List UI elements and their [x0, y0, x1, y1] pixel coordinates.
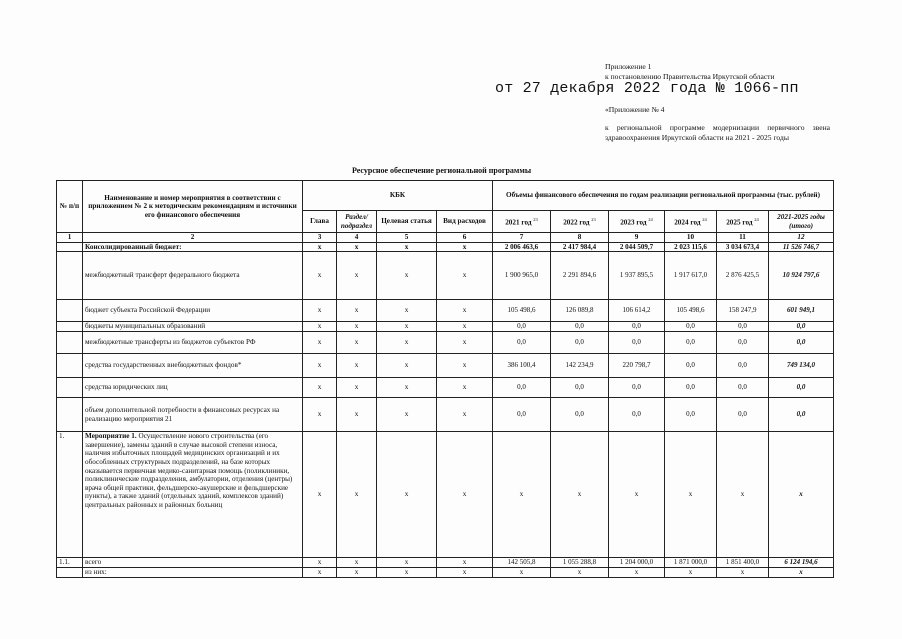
row-number-cell: [57, 354, 83, 378]
kbk-cell: х: [303, 322, 337, 332]
value-cell: 0,0: [493, 322, 551, 332]
kbk-cell: х: [377, 322, 437, 332]
kbk-cell: х: [337, 568, 377, 578]
value-cell: 0,0: [493, 398, 551, 432]
kbk-cell: х: [377, 568, 437, 578]
kbk-cell: х: [303, 378, 337, 398]
program-reference: к региональной программе модернизации первичного звена здравоохранения Иркутской области на 2021 - 2025 годы: [605, 123, 830, 142]
value-cell: 0,0: [609, 398, 665, 432]
column-number-cell: 4: [337, 233, 377, 243]
value-cell: 220 798,7: [609, 354, 665, 378]
total-cell: 11 526 746,7: [769, 242, 834, 252]
row-name-cell: всего: [83, 558, 303, 568]
value-cell: 2 023 115,6: [665, 242, 717, 252]
column-number-cell: 8: [551, 233, 609, 243]
kbk-cell: х: [337, 322, 377, 332]
row-name-cell: объем дополнительной потребности в финансовых ресурсах на реализацию мероприятия 21: [83, 398, 303, 432]
value-cell: 2 876 425,5: [717, 252, 769, 300]
kbk-cell: х: [437, 398, 493, 432]
kbk-cell: х: [377, 558, 437, 568]
target-header: Целевая статья: [377, 211, 437, 233]
column-number-cell: 7: [493, 233, 551, 243]
row-number-cell: [57, 378, 83, 398]
value-cell: 3 034 673,4: [717, 242, 769, 252]
table-row: [57, 242, 834, 252]
kbk-cell: х: [337, 398, 377, 432]
glava-header: Глава: [303, 211, 337, 233]
table-row: [57, 398, 834, 432]
appendix-to: к постановлению Правительства Иркутской области: [605, 72, 775, 81]
kbk-cell: х: [303, 398, 337, 432]
kbk-cell: х: [337, 332, 377, 354]
value-cell: 158 247,9: [717, 300, 769, 322]
column-number-cell: 6: [437, 233, 493, 243]
value-cell: 1 937 895,5: [609, 252, 665, 300]
kbk-cell: х: [377, 242, 437, 252]
column-number-cell: 10: [665, 233, 717, 243]
row-number-cell: [57, 300, 83, 322]
year-2025-header: 2025 год $^{24}$: [717, 211, 769, 233]
row-number-cell: [57, 322, 83, 332]
kbk-cell: х: [437, 378, 493, 398]
vid-header: Вид расходов: [437, 211, 493, 233]
value-cell: х: [551, 432, 609, 558]
value-cell: 0,0: [609, 378, 665, 398]
kbk-cell: х: [337, 242, 377, 252]
kbk-cell: х: [303, 354, 337, 378]
value-cell: 2 291 894,6: [551, 252, 609, 300]
kbk-cell: х: [377, 398, 437, 432]
total-cell: 0,0: [769, 378, 834, 398]
kbk-cell: х: [337, 432, 377, 558]
value-cell: 0,0: [665, 332, 717, 354]
value-cell: 0,0: [717, 398, 769, 432]
kbk-cell: х: [337, 354, 377, 378]
value-cell: 0,0: [609, 322, 665, 332]
kbk-cell: х: [303, 568, 337, 578]
total-cell: 0,0: [769, 332, 834, 354]
kbk-cell: х: [303, 432, 337, 558]
kbk-cell: х: [337, 378, 377, 398]
value-cell: х: [493, 432, 551, 558]
razdel-header: Раздел/ подраздел: [337, 211, 377, 233]
kbk-cell: х: [437, 242, 493, 252]
year-2022-header: 2022 год $^{23}$: [551, 211, 609, 233]
kbk-cell: х: [303, 300, 337, 322]
value-cell: 142 505,8: [493, 558, 551, 568]
row-number-cell: [57, 252, 83, 300]
kbk-cell: х: [377, 378, 437, 398]
column-number-cell: 12: [769, 233, 834, 243]
volumes-header: Объемы финансового обеспечения по годам реализации региональной программы (тыс. рублей): [493, 181, 834, 211]
value-cell: 0,0: [665, 322, 717, 332]
kbk-cell: х: [377, 354, 437, 378]
value-cell: 0,0: [551, 378, 609, 398]
total-header: 2021-2025 годы (итого): [769, 211, 834, 233]
value-cell: 0,0: [493, 378, 551, 398]
decree-stamp: от 27 декабря 2022 года № 1066-пп: [495, 80, 799, 97]
value-cell: 0,0: [717, 378, 769, 398]
kbk-cell: х: [437, 558, 493, 568]
value-cell: 105 498,6: [493, 300, 551, 322]
total-cell: 0,0: [769, 398, 834, 432]
total-cell: 6 124 194,6: [769, 558, 834, 568]
row-number-cell: [57, 242, 83, 252]
kbk-cell: х: [437, 568, 493, 578]
value-cell: 1 055 288,8: [551, 558, 609, 568]
kbk-cell: х: [303, 558, 337, 568]
value-cell: 1 900 965,0: [493, 252, 551, 300]
year-2021-header: 2021 год $^{23}$: [493, 211, 551, 233]
value-cell: 0,0: [665, 354, 717, 378]
value-cell: 2 417 984,4: [551, 242, 609, 252]
value-cell: 1 851 400,0: [717, 558, 769, 568]
value-cell: 142 234,9: [551, 354, 609, 378]
value-cell: 386 100,4: [493, 354, 551, 378]
kbk-cell: х: [337, 558, 377, 568]
year-2023-header: 2023 год $^{24}$: [609, 211, 665, 233]
row-name-cell: Консолидированный бюджет:: [83, 242, 303, 252]
row-name-cell: межбюджетные трансферты из бюджетов субъектов РФ: [83, 332, 303, 354]
table-row: [57, 378, 834, 398]
col-name-header: Наименование и номер мероприятия в соответствии с приложением № 2 к методическим рекомендациям и источники его финансового обеспечения: [83, 181, 303, 233]
row-name-cell: из них:: [83, 568, 303, 578]
value-cell: 0,0: [717, 354, 769, 378]
row-name-cell: Мероприятие 1. Осуществление нового строительства (его завершение), замены зданий в случае высокой степени износа, наличия избыточных площадей медицинских организаций и их обособленных структурных подразделений, на базе которых оказывается первичная медико-санитарная помощь (поликлиники, поликлинические подразделения, амбулатории, отделения (центры) врача общей практики, фельдшерско-акушерские и фельдшерские пункты), а также зданий (отдельных зданий, комплексов зданий) центральных районных и районных больниц: [83, 432, 303, 558]
value-cell: 126 089,8: [551, 300, 609, 322]
value-cell: х: [609, 568, 665, 578]
kbk-cell: х: [337, 252, 377, 300]
appendix-title: Приложение 1: [605, 62, 652, 71]
column-number-cell: 3: [303, 233, 337, 243]
kbk-cell: х: [303, 242, 337, 252]
row-number-cell: 1.: [57, 432, 83, 558]
table-row: [57, 332, 834, 354]
kbk-cell: х: [437, 354, 493, 378]
row-name-cell: бюджет субъекта Российской Федерации: [83, 300, 303, 322]
value-cell: х: [609, 432, 665, 558]
value-cell: 0,0: [551, 398, 609, 432]
row-number-cell: [57, 568, 83, 578]
kbk-cell: х: [377, 300, 437, 322]
table-row: [57, 432, 834, 558]
table-row: [57, 322, 834, 332]
table-row: [57, 558, 834, 568]
kbk-cell: х: [377, 252, 437, 300]
column-number-cell: 2: [83, 233, 303, 243]
resource-table: [56, 180, 834, 578]
year-2024-header: 2024 год $^{24}$: [665, 211, 717, 233]
value-cell: 0,0: [493, 332, 551, 354]
value-cell: 106 614,2: [609, 300, 665, 322]
kbk-cell: х: [437, 300, 493, 322]
value-cell: 1 871 000,0: [665, 558, 717, 568]
total-cell: 601 949,1: [769, 300, 834, 322]
value-cell: 0,0: [665, 378, 717, 398]
column-number-cell: 1: [57, 233, 83, 243]
kbk-cell: х: [377, 332, 437, 354]
value-cell: 2 006 463,6: [493, 242, 551, 252]
value-cell: 1 204 000,0: [609, 558, 665, 568]
value-cell: 0,0: [665, 398, 717, 432]
column-number-cell: 11: [717, 233, 769, 243]
value-cell: 1 917 617,0: [665, 252, 717, 300]
table-row: [57, 568, 834, 578]
row-name-cell: межбюджетный трансферт федерального бюджета: [83, 252, 303, 300]
total-cell: 0,0: [769, 322, 834, 332]
row-number-cell: [57, 398, 83, 432]
kbk-cell: х: [303, 252, 337, 300]
kbk-cell: х: [337, 300, 377, 322]
value-cell: 0,0: [551, 322, 609, 332]
value-cell: х: [551, 568, 609, 578]
row-number-cell: 1.1.: [57, 558, 83, 568]
value-cell: 0,0: [717, 322, 769, 332]
kbk-cell: х: [437, 322, 493, 332]
table-title: Ресурсное обеспечение региональной программы: [352, 166, 532, 175]
kbk-cell: х: [437, 432, 493, 558]
total-cell: х: [769, 432, 834, 558]
column-number-cell: 5: [377, 233, 437, 243]
kbk-cell: х: [303, 332, 337, 354]
value-cell: х: [665, 568, 717, 578]
kbk-cell: х: [437, 252, 493, 300]
row-number-cell: [57, 332, 83, 354]
total-cell: х: [769, 568, 834, 578]
value-cell: 0,0: [609, 332, 665, 354]
value-cell: 0,0: [551, 332, 609, 354]
table-row: [57, 354, 834, 378]
value-cell: х: [717, 568, 769, 578]
kbk-cell: х: [437, 332, 493, 354]
kbk-cell: х: [377, 432, 437, 558]
total-cell: 10 924 797,6: [769, 252, 834, 300]
value-cell: 0,0: [717, 332, 769, 354]
row-name-cell: бюджеты муниципальных образований: [83, 322, 303, 332]
row-name-cell: средства юридических лиц: [83, 378, 303, 398]
value-cell: 2 044 509,7: [609, 242, 665, 252]
value-cell: х: [493, 568, 551, 578]
kbk-header: КБК: [303, 181, 493, 211]
column-number-cell: 9: [609, 233, 665, 243]
total-cell: 749 134,0: [769, 354, 834, 378]
appendix-4-label: «Приложение № 4: [605, 105, 665, 114]
value-cell: х: [717, 432, 769, 558]
value-cell: х: [665, 432, 717, 558]
col-num-header: № п/п: [57, 181, 83, 233]
row-name-cell: средства государственных внебюджетных фондов*: [83, 354, 303, 378]
value-cell: 105 498,6: [665, 300, 717, 322]
table-row: [57, 252, 834, 300]
table-row: [57, 300, 834, 322]
column-number-row: [57, 233, 834, 243]
